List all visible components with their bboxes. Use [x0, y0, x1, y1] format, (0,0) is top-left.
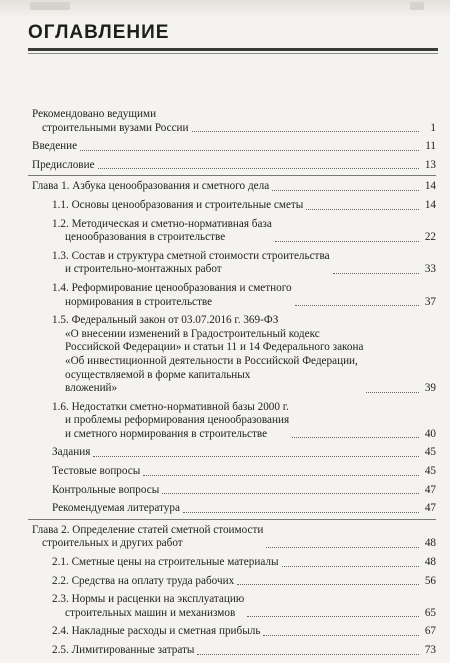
toc-section-entry[interactable] [28, 465, 436, 479]
dot-leader [80, 150, 419, 151]
toc-entry-line: ценообразования в строительстве [65, 231, 226, 244]
toc-page-number: 47 [424, 483, 436, 496]
dot-leader [237, 584, 419, 585]
toc-page-number: 11 [425, 140, 436, 153]
toc-entry-line: Глава 2. Определение статей сметной стоимости [32, 523, 264, 536]
toc-section-entry[interactable] [28, 502, 436, 516]
toc-entry-line: и строительно-монтажных работ [65, 263, 222, 276]
toc-entry-title [52, 465, 140, 479]
toc-chapter-entry[interactable] [28, 140, 436, 154]
toc-section-entry[interactable] [28, 446, 436, 460]
toc-section-entry[interactable] [28, 625, 436, 639]
toc-entry-line: и проблемы реформирования ценообразования [65, 414, 290, 427]
toc-page-number: 67 [424, 625, 436, 638]
toc-entry-title [52, 644, 194, 658]
toc-entry-line: Тестовые вопросы [52, 465, 141, 478]
dot-leader [93, 456, 419, 457]
section-divider [28, 519, 436, 520]
dot-leader [366, 392, 419, 393]
toc-entry-title [52, 218, 272, 245]
dot-leader [247, 616, 419, 617]
toc-entry-line: «Об инвестиционной деятельности в Российской Федерации, [65, 354, 358, 367]
dot-leader [263, 635, 419, 636]
toc-page-number: 45 [424, 465, 436, 478]
title-rule [28, 48, 438, 51]
toc-entry-title [32, 159, 95, 173]
toc-entry-line: 1.4. Реформирование ценообразования и сметного [52, 281, 292, 294]
toc-entry-line: строительными вузами России [42, 121, 189, 134]
entry-spacer [28, 658, 436, 663]
toc-section-entry[interactable] [28, 593, 436, 620]
dot-leader [292, 437, 419, 438]
toc-entry-title [52, 593, 244, 620]
toc-entry-title [52, 502, 180, 516]
toc-chapter-entry[interactable] [28, 180, 436, 194]
section-divider [28, 175, 436, 176]
toc-page-number: 45 [424, 446, 436, 459]
toc-entry-title [52, 446, 90, 460]
toc-page-number: 1 [430, 121, 436, 134]
toc-entry-title [52, 250, 330, 277]
toc-page-number: 48 [424, 556, 436, 569]
toc-entry-title [32, 108, 189, 135]
toc-entry-line: 1.3. Состав и структура сметной стоимости строительства [52, 249, 330, 262]
toc-entry-line: Введение [32, 140, 78, 153]
toc-entry-line: 2.3. Нормы и расценки на эксплуатацию [52, 593, 245, 606]
toc-entry-line: 2.4. Накладные расходы и сметная прибыль [52, 625, 261, 638]
toc-page-number: 47 [424, 502, 436, 515]
toc-entry-line: 2.2. Средства на оплату труда рабочих [52, 574, 235, 587]
toc-entry-title [52, 282, 292, 309]
toc-page-number: 22 [424, 231, 436, 244]
toc-page-number: 40 [424, 427, 436, 440]
toc-section-entry[interactable] [28, 314, 436, 396]
dot-leader [295, 305, 419, 306]
toc-entry-line: Рекомендуемая литература [52, 502, 180, 515]
toc-section-entry[interactable] [28, 575, 436, 589]
dot-leader [192, 131, 419, 132]
toc-entry-title [32, 524, 263, 551]
toc-page-number: 48 [424, 537, 436, 550]
toc-page-number: 39 [424, 382, 436, 395]
toc-entry-line: и сметного нормирования в строительстве [65, 427, 268, 440]
toc-entry-line: Предисловие [32, 158, 95, 171]
toc-entry-line: 2.5. Лимитированные затраты [52, 644, 195, 656]
table-of-contents [28, 108, 436, 663]
toc-page-number: 13 [424, 158, 436, 171]
toc-page-number: 73 [424, 644, 436, 656]
toc-section-entry[interactable] [28, 644, 436, 658]
dot-leader [333, 273, 419, 274]
toc-entry-line: Контрольные вопросы [52, 483, 160, 496]
toc-section-entry[interactable] [28, 556, 436, 570]
toc-section-entry[interactable] [28, 250, 436, 277]
toc-section-entry[interactable] [28, 199, 436, 213]
toc-entry-line: Глава 1. Азбука ценообразования и сметного дела [32, 180, 270, 193]
toc-entry-title [32, 140, 77, 154]
dot-leader [197, 654, 419, 655]
dot-leader [282, 566, 420, 567]
toc-page-number: 56 [424, 574, 436, 587]
toc-page-number: 37 [424, 295, 436, 308]
toc-section-entry[interactable] [28, 484, 436, 498]
toc-entry-line: Российской Федерации» и статьи 11 и 14 Федерального закона [65, 341, 364, 354]
dot-leader [98, 168, 419, 169]
toc-page-number: 33 [424, 263, 436, 276]
toc-chapter-entry[interactable] [28, 108, 436, 135]
page-title: ОГЛАВЛЕНИЕ [28, 22, 170, 43]
toc-entry-title [52, 625, 260, 639]
bleed-mark [410, 2, 424, 10]
toc-chapter-entry[interactable] [28, 159, 436, 173]
toc-entry-title [52, 484, 159, 498]
toc-entry-title [52, 314, 363, 396]
previous-page-bleed [0, 0, 450, 18]
toc-section-entry[interactable] [28, 218, 436, 245]
toc-entry-line: осуществляемой в форме капитальных [65, 368, 251, 381]
toc-entry-title [32, 180, 269, 194]
toc-entry-line: 1.6. Недостатки сметно-нормативной базы 2000 г. [52, 400, 289, 413]
dot-leader [266, 547, 419, 548]
title-rule-thin [28, 53, 438, 54]
dot-leader [162, 493, 419, 494]
toc-entry-line: «О внесении изменений в Градостроительный кодекс [65, 327, 320, 340]
toc-section-entry[interactable] [28, 282, 436, 309]
toc-entry-line: вложений» [65, 382, 118, 395]
toc-entry-title [52, 575, 234, 589]
toc-entry-title [52, 556, 279, 570]
dot-leader [275, 241, 419, 242]
dot-leader [183, 512, 419, 513]
dot-leader [143, 475, 419, 476]
toc-entry-line: 1.5. Федеральный закон от 03.07.2016 г. 369-ФЗ [52, 314, 279, 327]
toc-entry-line: Задания [52, 446, 91, 459]
toc-entry-line: Рекомендовано ведущими [32, 108, 157, 120]
bleed-mark [30, 2, 70, 10]
toc-entry-line: нормирования в строительстве [65, 295, 213, 308]
toc-entry-title [52, 199, 303, 213]
toc-entry-line: 1.2. Методическая и сметно-нормативная база [52, 217, 272, 230]
dot-leader [306, 209, 419, 210]
toc-entry-line: 2.1. Сметные цены на строительные материалы [52, 556, 279, 569]
toc-page-number: 14 [424, 180, 436, 193]
toc-chapter-entry[interactable] [28, 524, 436, 551]
toc-entry-line: строительных машин и механизмов [65, 606, 236, 619]
toc-entry-line: строительных и других работ [42, 537, 183, 550]
toc-page-number: 65 [424, 606, 436, 619]
toc-page-number: 14 [424, 198, 436, 211]
toc-entry-line: 1.1. Основы ценообразования и строительные сметы [52, 198, 304, 211]
toc-section-entry[interactable] [28, 401, 436, 442]
toc-entry-title [52, 401, 289, 442]
dot-leader [272, 190, 419, 191]
